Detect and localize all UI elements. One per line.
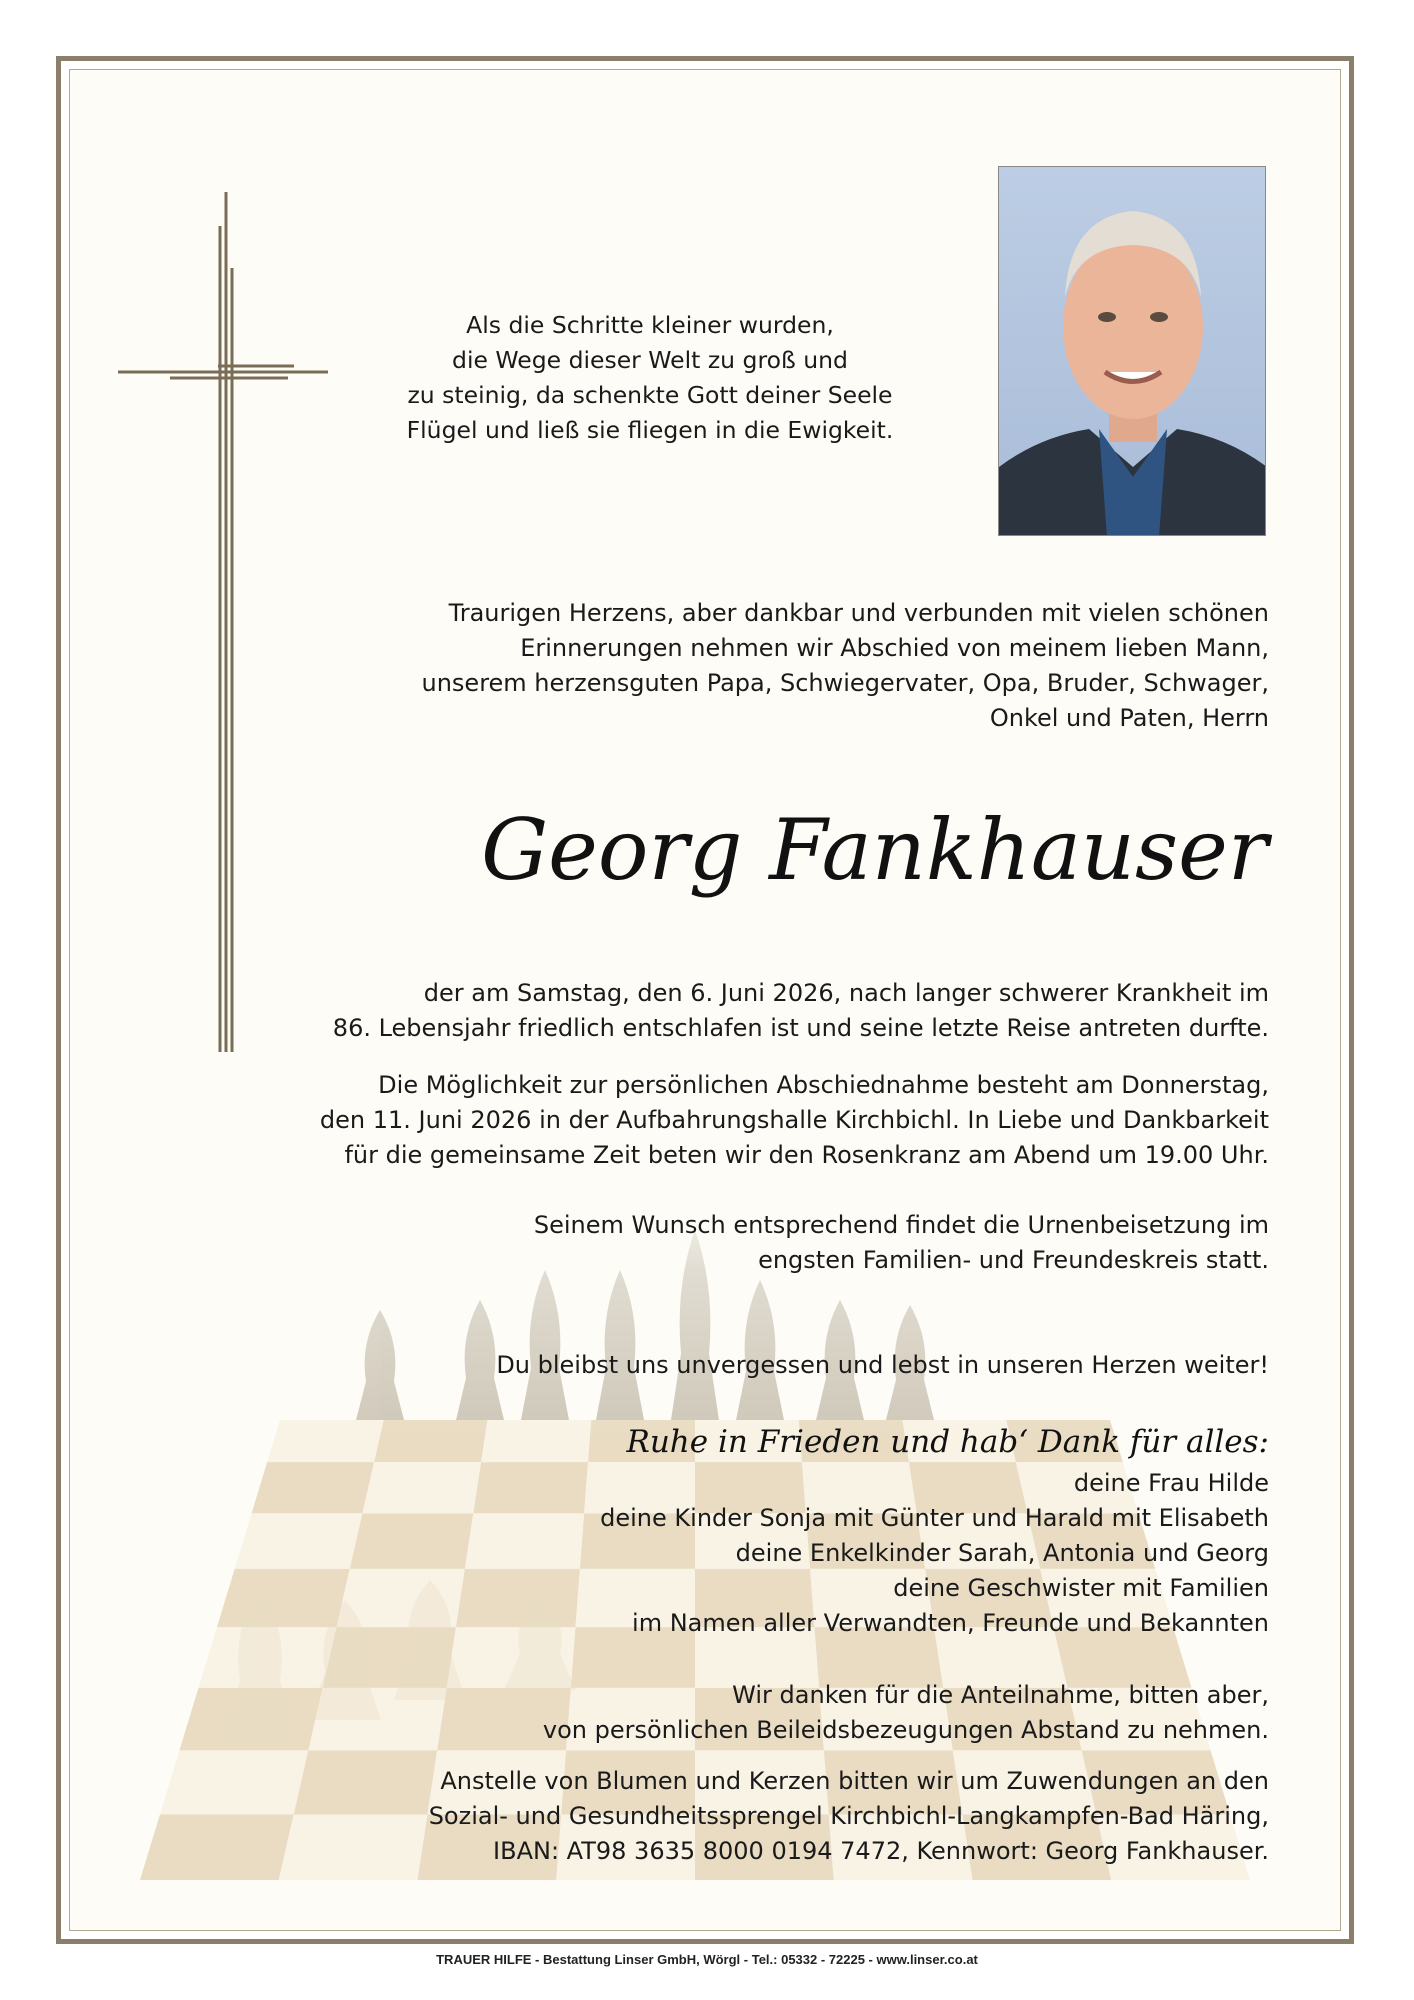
viewing-line: Die Möglichkeit zur persönlichen Abschiednahme besteht am Donnerstag, bbox=[378, 1071, 1269, 1099]
viewing-paragraph bbox=[320, 1068, 1269, 1173]
chess-square bbox=[465, 1513, 584, 1568]
donation-paragraph bbox=[429, 1764, 1269, 1869]
verse-line: zu steinig, da schenkte Gott deiner Seele bbox=[407, 381, 893, 409]
viewing-line: den 11. Juni 2026 in der Aufbahrungshalle Kirchbichl. In Liebe und Dankbarkeit bbox=[319, 1106, 1269, 1134]
chess-square bbox=[140, 1815, 294, 1880]
footer-funeral-home: TRAUER HILFE - Bestattung Linser GmbH, Wörgl - Tel.: 05332 - 72225 - www.linser.co.at bbox=[436, 1952, 978, 1967]
remembrance-text: Du bleibst uns unvergessen und lebst in unseren Herzen weiter! bbox=[496, 1351, 1269, 1379]
mourner-item: deine Frau Hilde bbox=[1073, 1469, 1269, 1497]
chess-square bbox=[160, 1750, 308, 1814]
chess-square bbox=[252, 1462, 375, 1513]
death-paragraph bbox=[333, 976, 1269, 1046]
viewing-line: für die gemeinsame Zeit beten wir den Rosenkranz am Abend um 19.00 Uhr. bbox=[344, 1141, 1269, 1169]
chess-square bbox=[456, 1569, 580, 1627]
donation-line: Anstelle von Blumen und Kerzen bitten wir um Zuwendungen an den bbox=[440, 1767, 1269, 1795]
chess-square bbox=[350, 1513, 474, 1568]
death-line: der am Samstag, den 6. Juni 2026, nach langer schwerer Krankheit im bbox=[423, 979, 1269, 1007]
burial-line: Seinem Wunsch entsprechend findet die Urnenbeisetzung im bbox=[533, 1211, 1269, 1239]
portrait-photo bbox=[998, 166, 1266, 536]
remembrance-line bbox=[496, 1348, 1269, 1383]
mourners-list bbox=[600, 1466, 1269, 1641]
poem-verse bbox=[360, 308, 940, 448]
thanks-paragraph bbox=[543, 1678, 1269, 1748]
deceased-name: Georg Fankhauser bbox=[481, 801, 1268, 899]
mourner-item: deine Kinder Sonja mit Günter und Harald mit Elisabeth bbox=[600, 1504, 1269, 1532]
chess-square bbox=[362, 1462, 481, 1513]
donation-line: IBAN: AT98 3635 8000 0194 7472, Kennwort: Georg Fankhauser. bbox=[493, 1837, 1269, 1865]
mourner-item: deine Enkelkinder Sarah, Antonia und Georg bbox=[735, 1539, 1269, 1567]
mourner-item: im Namen aller Verwandten, Freunde und Bekannten bbox=[632, 1609, 1269, 1637]
chess-square bbox=[294, 1750, 438, 1814]
donation-line: Sozial- und Gesundheitssprengel Kirchbichl-Langkampfen-Bad Häring, bbox=[428, 1802, 1269, 1830]
chess-square bbox=[473, 1462, 588, 1513]
thanks-line: Wir danken für die Anteilnahme, bitten aber, bbox=[732, 1681, 1269, 1709]
intro-line: Onkel und Paten, Herrn bbox=[989, 704, 1269, 732]
burial-paragraph bbox=[534, 1208, 1269, 1278]
verse-line: die Wege dieser Welt zu groß und bbox=[452, 346, 848, 374]
verse-line: Als die Schritte kleiner wurden, bbox=[466, 311, 834, 339]
mourner-item: deine Geschwister mit Familien bbox=[893, 1574, 1269, 1602]
burial-line: engsten Familien- und Freundeskreis statt. bbox=[758, 1246, 1269, 1274]
thanks-line: von persönlichen Beileidsbezeugungen Abstand zu nehmen. bbox=[542, 1716, 1269, 1744]
intro-line: Traurigen Herzens, aber dankbar und verbunden mit vielen schönen bbox=[448, 599, 1269, 627]
verse-line: Flügel und ließ sie fliegen in die Ewigkeit. bbox=[406, 416, 894, 444]
chess-square bbox=[235, 1513, 363, 1568]
chess-square bbox=[279, 1815, 428, 1880]
intro-line: unserem herzensguten Papa, Schwiegervater, Opa, Bruder, Schwager, bbox=[421, 669, 1269, 697]
death-line: 86. Lebensjahr friedlich entschlafen ist und seine letzte Reise antreten durfte. bbox=[332, 1014, 1269, 1042]
rip-heading: Ruhe in Frieden und hab‘ Dank für alles: bbox=[626, 1424, 1269, 1460]
intro-paragraph bbox=[422, 596, 1270, 736]
chess-square bbox=[217, 1569, 350, 1627]
cross-icon bbox=[118, 192, 334, 1072]
intro-line: Erinnerungen nehmen wir Abschied von meinem lieben Mann, bbox=[520, 634, 1269, 662]
